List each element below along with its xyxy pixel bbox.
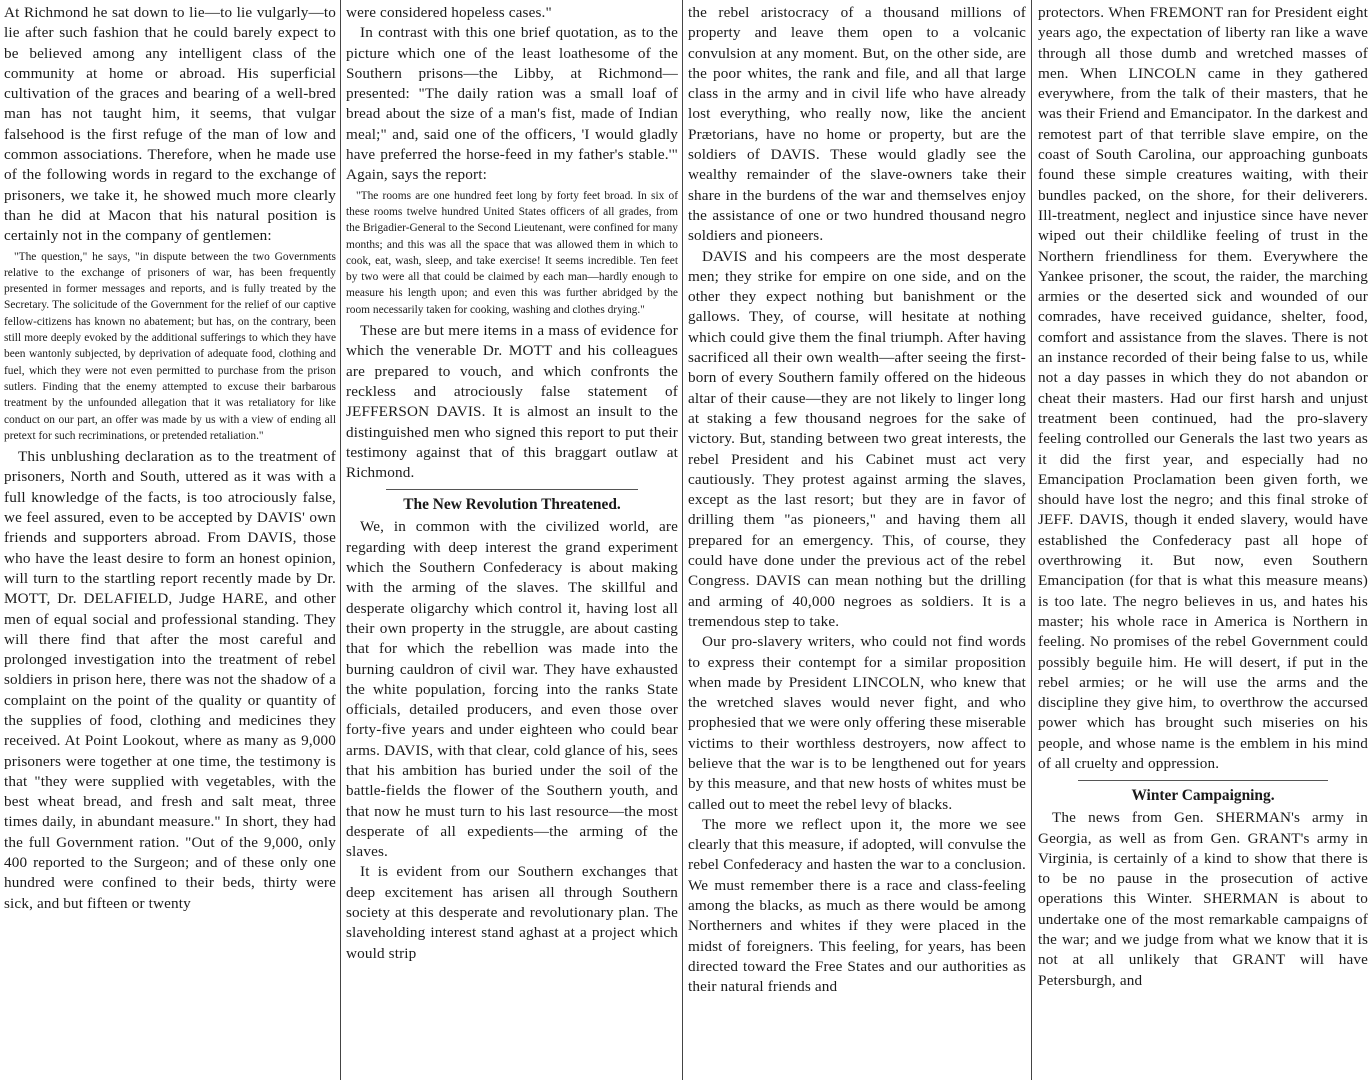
column-rule — [340, 0, 341, 1080]
paragraph: These are but mere items in a mass of evidence for which the venerable Dr. MOTT and his colleagues are prepared to vouch, and which confronts the reckless and atrociously false statement of JEFFERSON DAVIS. It is almost an insult to the distinguished men who signed this report to put their testimony against that of this braggart outlaw at Richmond. — [346, 322, 678, 482]
paragraph: This unblushing declaration as to the treatment of prisoners, North and South, uttered as it was with a full knowledge of the facts, is too atrociously false, we feel assured, even to be accepted by DAVIS' own friends and supporters abroad. From DAVIS, those who have the least desire to form an honest opinion, will turn to the startling report recently made by Dr. MOTT, Dr. DELAFIELD, Judge HARE, and other men of equal social and professional standing. They will there find that after the most careful and prolonged investigation into the treatment of rebel soldiers in prison here, there was not the shadow of a complaint on the point of the quality or quantity of the supplies of food, clothing and medicines they received. At Point Lookout, where as many as 9,000 prisoners were together at one time, the testimony is that "they were supplied with vegetables, with the best wheat bread, and fresh and salt meat, three times daily, in abundant measure." In short, they had the full Government ration. "Out of the 9,000, only 400 reported to the Surgeon; and of these only one hundred were confined to their beds, thirty were sick, and but fifteen or twenty — [4, 448, 336, 912]
column-1 — [0, 0, 340, 1080]
paragraph: were considered hopeless cases." — [346, 4, 552, 21]
block-quote: "The rooms are one hundred feet long by forty feet broad. In six of these rooms twelve hundred United States officers of all grades, from the Brigadier-General to the Second Lieutenant, were confined for many months; and this was all the space that was allowed them in which to cook, eat, wash, sleep, and take exercise! It seems incredible. Ten feet by two were all that could be claimed by each man—hardly enough to measure his length upon; and even this was further abridged by the room necessarily taken for cooking, washing and clothes drying." — [346, 189, 678, 316]
paragraph: protectors. When FREMONT ran for President eight years ago, the expectation of liberty ran like a wave through all those dumb and wretched masses of men. When LINCOLN came in they gathered everywhere, from the talk of their masters, that he was their Friend and Emancipator. In the darkest and remotest part of that terrible slave empire, on the coast of South Carolina, our approaching gunboats found these simple creatures waiting, with their bundles packed, on the shore, for their deliverers. Ill-treatment, neglect and injustice since have never wiped out their childlike feeling of trust in the Northern friendliness for them. Everywhere the Yankee prisoner, the scout, the raider, the marching armies or the deserted sick and wounded of our comrades, have received guidance, shelter, food, comfort and assistance from the slaves. There is not an instance recorded of their being false to us, while not a day passes in which they do not abandon or cheat their masters. Had our first harsh and unjust treatment been continued, had the pro-slavery feeling controlled our Generals the last two years as it did the first year, and especially had no Emancipation Proclamation been given forth, we should have lost the negro; and this final stroke of JEFF. DAVIS, though it ended slavery, would have established the Confederacy past all hope of overthrowing it. But now, even Southern Emancipation (for that is what this measure means) is too late. The negro believes in us, and hates his master; his whole race in America is Northern in feeling. No promises of the rebel Government could possibly beguile him. He will desert, if put in the rebel armies; or he will use the arms and the discipline they give him, to overthrow the accursed power which has brought such miseries on his people, and whose name is the emblem in his mind of all cruelty and oppression. — [1038, 4, 1368, 772]
paragraph: the rebel aristocracy of a thousand millions of property and leave them open to a volcanic convulsion at any moment. But, on the other side, are the poor whites, the rank and file, and all that large class in the army and in civil life who have already lost everything, who really now, like the ancient Prætorians, have no home or property, but are the soldiers of DAVIS. These would gladly see the wealthy remainder of the slave-owners take their share in the burdens of the war and themselves enjoy the assistance of one or two hundred thousand negro soldiers and pioneers. — [688, 4, 1026, 245]
column-4 — [1034, 0, 1372, 1080]
section-divider — [1078, 780, 1328, 781]
paragraph: At Richmond he sat down to lie—to lie vulgarly—to lie after such fashion that he could barely expect to be believed among any intelligent class of the community at home or abroad. His superficial cultivation of the graces and bearing of a well-bred man has not taught him, it seems, that vulgar falsehood is the first refuge of the man of low and common associations. Therefore, when he made use of the following words in regard to the exchange of prisoners, we take it, he showed much more clearly than he did at Macon that his natural position is certainly not in the company of gentlemen: — [4, 4, 336, 245]
column-3 — [684, 0, 1030, 1080]
article-heading: Winter Campaigning. — [1131, 787, 1275, 805]
paragraph: The more we reflect upon it, the more we see clearly that this measure, if adopted, will convulse the rebel Confederacy and hasten the war to a conclusion. We must remember there is a race and class-feeling among the blacks, as much as there would be among Northerners and whites if they were placed in the midst of foreigners. This feeling, for years, has been directed toward the Free States and our authorities as their natural friends and — [688, 815, 1026, 996]
column-rule — [1031, 0, 1032, 1080]
block-quote: "The question," he says, "in dispute between the two Governments relative to the exchange of prisoners of war, has been frequently presented in former messages and reports, and is fully treated by the Secretary. The solicitude of the Government for the relief of our captive fellow-citizens has known no abatement; but has, on the contrary, been still more deeply evoked by the additional sufferings to which they have been wantonly subjected, by deprivation of adequate food, clothing and fuel, which they were not even permitted to purchase from the prison sutlers. Finding that the enemy attempted to excuse their barbarous treatment by the unfounded allegation that it was retaliatory for like conduct on our part, an offer was made by us with a view of ending all pretext for such recriminations, or pretended retaliation." — [4, 250, 336, 442]
paragraph: Our pro-slavery writers, who could not find words to express their contempt for a similar proposition when made by President LINCOLN, who knew that the wretched slaves would never fight, and who prophesied that we were only offering these miserable victims to their worthless destroyers, now affect to believe that the war is to be lengthened out for years by this measure, and that new hosts of whites must be called out to meet the rebel levy of blacks. — [688, 633, 1026, 813]
paragraph: We, in common with the civilized world, are regarding with deep interest the grand experiment which the Southern Confederacy is about making with the arming of the slaves. The skillful and desperate oligarchy which control it, having lost all their own property in the struggle, are about casting that for which the rebellion was made into the burning cauldron of civil war. They have exhausted the white population, forcing into the ranks State officials, detailed producers, and even those over forty-five years and under eighteen who could bear arms. DAVIS, with that clear, cold glance of his, sees that his ambition has buried under the soil of the battle-fields the flower of the Southern youth, and that now he must turn to his last resource—the most desperate of all expedients—the arming of the slaves. — [346, 518, 678, 861]
column-rule — [682, 0, 683, 1080]
article-heading: The New Revolution Threatened. — [403, 496, 621, 514]
paragraph: It is evident from our Southern exchanges that deep excitement has arisen all through Southern society at this desperate and revolutionary plan. The slaveholding interest stand aghast at a project which would strip — [346, 863, 678, 962]
paragraph: In contrast with this one brief quotation, as to the picture which one of the least loathesome of the Southern prisons—the Libby, at Richmond—presented: "The daily ration was a small loaf of bread about the size of a man's fist, made of Indian meal;" and, said one of the officers, 'I would gladly have preferred the horse-feed in my father's stable.'" Again, says the report: — [346, 24, 678, 184]
paragraph: The news from Gen. SHERMAN's army in Georgia, as well as from Gen. GRANT's army in Virginia, is certainly of a kind to show that there is to be no pause in the prosecution of active operations this Winter. SHERMAN is about to undertake one of the most remarkable campaigns of the war; and we judge from what we know that it is not at all unlikely that GRANT will have Petersburgh, and — [1038, 809, 1368, 989]
paragraph: DAVIS and his compeers are the most desperate men; they strike for empire on one side, and on the other they expect nothing but banishment or the gallows. They, of course, will hesitate at nothing which could give them the final triumph. After having sacrificed all their own wealth—after seeing the first-born of every Southern family offered on the hideous altar of their cause—they are not likely to linger long at staking a few thousand negroes for the sake of victory. But, standing between two great interests, the rebel President and his Cabinet must act very cautiously. They protest against arming the slaves, except as the last resort; but they are in favor of drilling them "as pioneers," and having them all prepared for an emergency. This, of course, they could have done under the previous act of the rebel Congress. DAVIS can mean nothing but the drilling and arming of 40,000 negroes as soldiers. It is a tremendous step to take. — [688, 247, 1026, 630]
section-divider — [386, 489, 638, 490]
column-2 — [342, 0, 682, 1080]
